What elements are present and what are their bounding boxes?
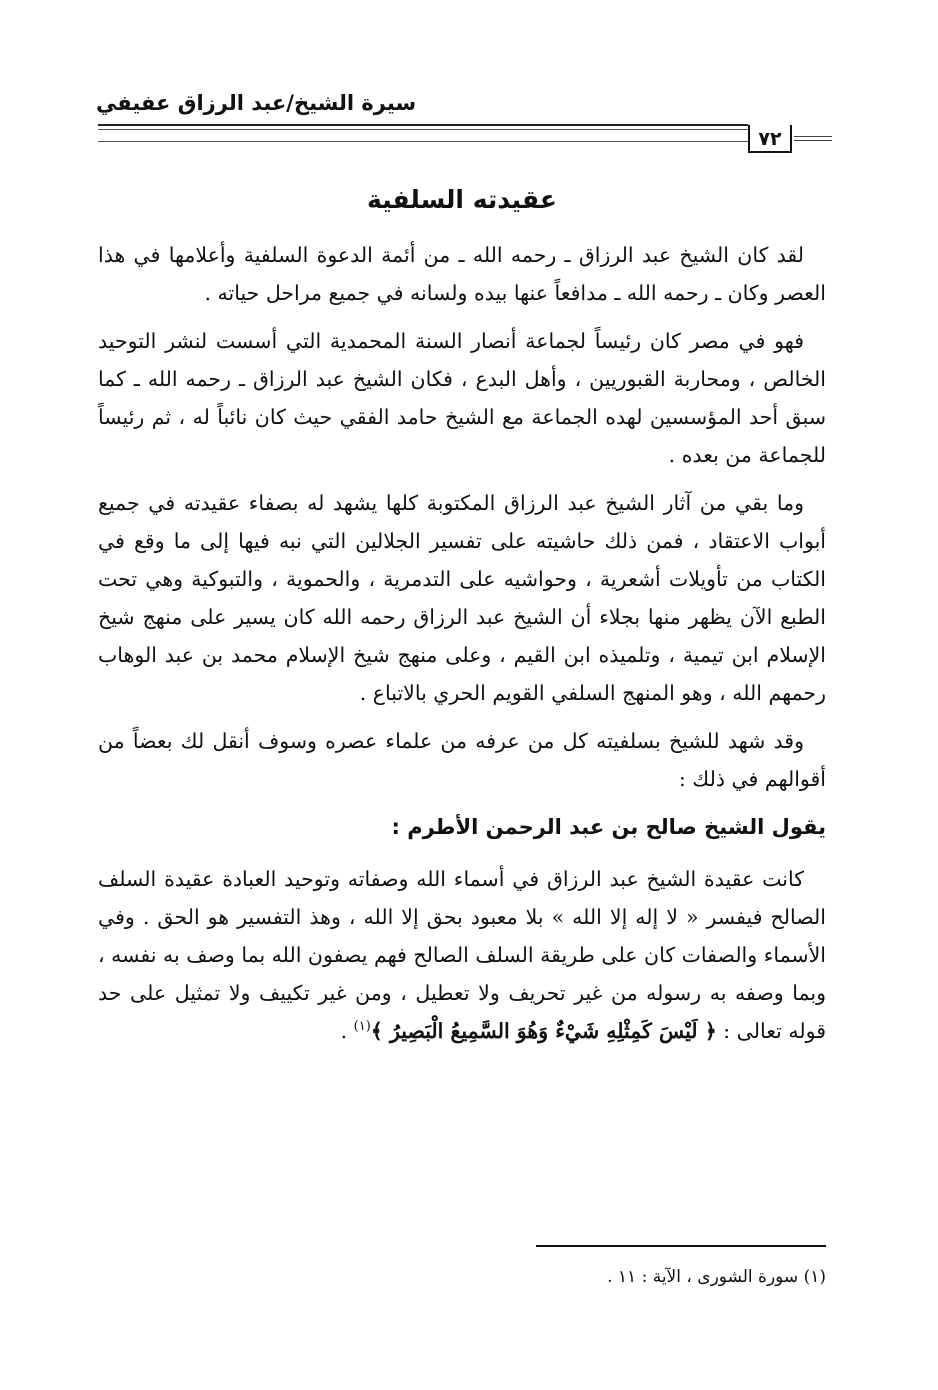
- paragraph: وقد شهد للشيخ بسلفيته كل من عرفه من علماء عصره وسوف أنقل لك بعضاً من أقوالهم في ذلك :: [98, 729, 826, 791]
- paragraph: وما بقي من آثار الشيخ عبد الرزاق المكتوبة كلها يشهد له بصفاء عقيدته في جميع أبواب الاعتقاد ، فمن ذلك حاشيته على تفسير الجلالين التي نبه فيها إلى ما وقع في الكتاب من تأويلات أشعرية ، وحواشيه على التدمرية ، والحموية ، والتبوكية وهي تحت الطبع الآن يظهر منها بجلاء أن الشيخ عبد الرزاق رحمه الله كان يسير على منهج شيخ الإسلام ابن تيمية ، وتلميذه ابن القيم ، وعلى منهج شيخ الإسلام محمد بن عبد الوهاب رحمهم الله ، وهو المنهج السلفي القويم الحري بالاتباع .: [98, 491, 826, 705]
- paragraph: فهو في مصر كان رئيساً لجماعة أنصار السنة المحمدية التي أسست لنشر التوحيد الخالص ، ومحاربة القبوريين ، وأهل البدع ، فكان الشيخ عبد الرزاق ـ رحمه الله ـ كما سبق أحد المؤسسين لهده الجماعة مع الشيخ حامد الفقي حيث كان نائباً له ، ثم رئيساً للجماعة من بعده .: [98, 329, 826, 467]
- page-body: [98, 178, 826, 1060]
- sub-heading: يقول الشيخ صالح بن عبد الرحمن الأطرم :: [391, 815, 826, 839]
- header-rule: [98, 141, 748, 142]
- quote-text: كانت عقيدة الشيخ عبد الرزاق في أسماء الله وصفاته وتوحيد العبادة عقيدة السلف الصالح فيفسر « لا إله إلا الله » بلا معبود بحق إلا الله ، وهذ التفسير هو الحق . وفي الأسماء والصفات كان على طريقة السلف الصالح فهم يصفون الله بما وصف به نفسه ، وبما وصفه به رسوله من غير تحريف ولا تعطيل ، ومن غير تكييف ولا تمثيل على حد قوله تعالى :: [98, 867, 826, 1043]
- quran-verse: ﴿ لَيْسَ كَمِثْلِهِ شَيْءٌ وَهُوَ السَّمِيعُ الْبَصِيرُ ﴾: [370, 1019, 717, 1043]
- header-rule: [794, 140, 832, 141]
- header-rule: [794, 136, 832, 137]
- footnote-divider: [536, 1245, 826, 1247]
- section-title: عقيدته السلفية: [367, 185, 557, 214]
- page-number: ٧٢: [748, 125, 792, 153]
- footnote-marker[interactable]: (١): [353, 1019, 371, 1035]
- quote-paragraph: [98, 860, 826, 1050]
- paragraph: لقد كان الشيخ عبد الرزاق ـ رحمه الله ـ من أئمة الدعوة السلفية وأعلامها في هذا العصر وكان ـ رحمه الله ـ مدافعاً عنها بيده ولسانه في جميع مراحل حياته .: [98, 243, 826, 305]
- quote-end: .: [340, 1019, 354, 1043]
- running-title: سيرة الشيخ/عبد الرزاق عفيفي: [96, 91, 417, 115]
- header-rule: [98, 129, 748, 130]
- header-rule: [98, 124, 748, 126]
- footnote: (١) سورة الشورى ، الآية : ١١ .: [607, 1267, 826, 1287]
